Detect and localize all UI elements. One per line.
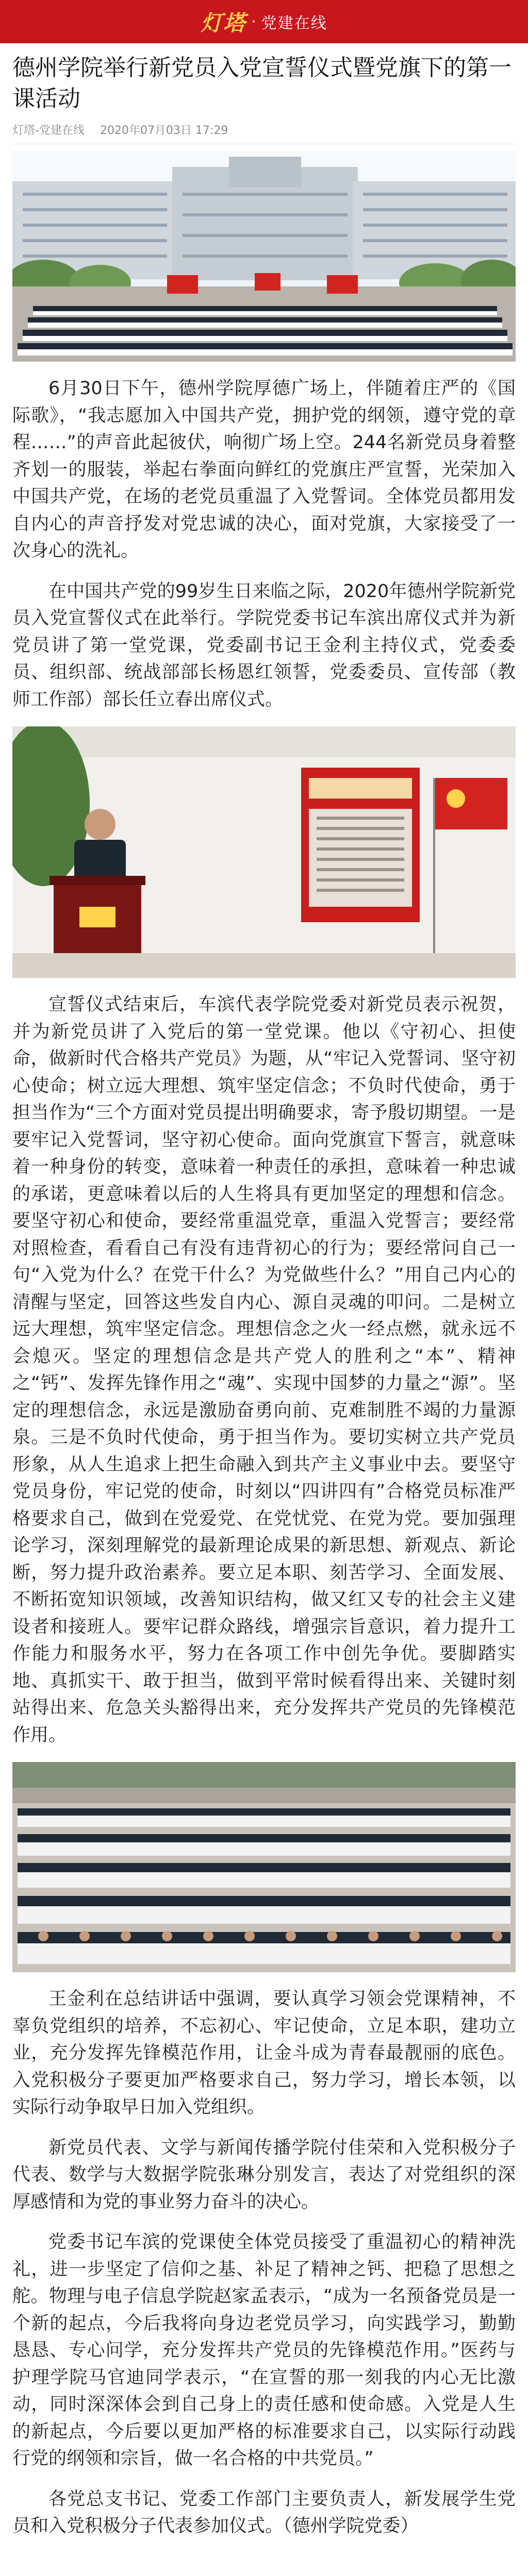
paragraph: 6月30日下午，德州学院厚德广场上，伴随着庄严的《国际歌》，“我志愿加入中国共产党，拥护党的纲领，遵守党的章程……”的声音此起彼伏，响彻广场上空。244名新党员身着整齐划一的服装，举起右拳面向鲜红的党旗庄严宣誓，光荣加入中国共产党，在场的老党员重温了入党誓词。全体党员都用发自内心的声音抒发对党忠诚的决心，面对党旗，大家接受了一次身心的洗礼。 [12,378,516,561]
article-source[interactable]: 灯塔-党建在线 [12,124,85,137]
photo-ceremony-square [12,151,516,362]
flag-ceremony-photo-icon [12,151,516,362]
brand-separator: · [251,12,256,31]
article-body [0,53,528,2540]
paragraph: 在中国共产党的99岁生日来临之际，2020年德州学院新党员入党宣誓仪式在此举行。学院党委书记车滨出席仪式并为新党员讲了第一堂党课，党委副书记王金利主持仪式，党委委员、组织部、统战部部长杨恩红领誓，党委委员、宣传部（教师工作部）部长任立春出席仪式。 [12,581,516,710]
paragraph: 宣誓仪式结束后，车滨代表学院党委对新党员表示祝贺，并为新党员讲了入党后的第一堂党课。他以《守初心、担使命，做新时代合格共产党员》为题，从“牢记入党誓词、坚守初心使命；树立远大理想、筑牢坚定信念；不负时代使命，勇于担当作为“三个方面对党员提出明确要求，寄予殷切期望。一是要牢记入党誓词，坚守初心使命。面向党旗宣下誓言，就意味着一种身份的转变，意味着一种责任的承担，意味着一种忠诚的承诺，更意味着以后的人生将具有更加坚定的理想和信念。要坚守初心和使命，要经常重温党章，重温入党誓言；要经常对照检查，看看自己有没有违背初心的行为；要经常问自己一句“入党为什么？在党干什么？为党做些什么？”用自己内心的清醒与坚定，回答这些发自内心、源自灵魂的叩问。二是树立远大理想，筑牢坚定信念。理想信念之火一经点燃，就永远不会熄灭。坚定的理想信念是共产党人的胜利之“本”、精神之“钙”、发挥先锋作用之“魂”、实现中国梦的力量之“源”。坚定的理想信念，永远是激励奋勇向前、克难制胜不竭的力量源泉。三是不负时代使命，勇于担当作为。要切实树立共产党员形象，从人生追求上把生命融入到共产主义事业中去。要坚守党员身份，牢记党的使命，时刻以“四讲四有”合格党员标准严格要求自己，做到在党爱党、在党忧党、在党为党。要加强理论学习，深刻理解党的最新理论成果的新思想、新观点、新论断，努力提升政治素养。要立足本职、刻苦学习、全面发展、不断拓宽知识领域，改善知识结构，做又红又专的社会主义建设者和接班人。要牢记群众路线，增强宗旨意识，着力提升工作能力和服务水平，努力在各项工作中创先争优。要脚踏实地、真抓实干、敢于担当，做到平常时候看得出来、关键时刻站得出来、危急关头豁得出来，充分发挥共产党员的先锋模范作用。 [12,994,516,1745]
crowd-oath-photo-icon [12,1762,516,1972]
article-title: 德州学院举行新党员入党宣誓仪式暨党旗下的第一课活动 [12,55,512,112]
lecture-photo-icon [12,726,516,978]
brand-channel: 党建在线 [261,14,327,32]
article-meta [12,122,516,138]
top-header [0,0,528,43]
paragraph: 新党员代表、文学与新闻传播学院付佳荣和入党积极分子代表、数学与大数据学院张琳分别发言，表达了对党组织的深厚感情和为党的事业努力奋斗的决心。 [12,2137,516,2212]
paragraph: 王金利在总结讲话中强调，要认真学习领会党课精神，不辜负党组织的培养，不忘初心、牢记使命，立足本职，建功立业，充分发挥先锋模范作用，让金斗成为青春最靓丽的底色。入党积极分子要更加严格要求自己，努力学习，增长本领，以实际行动争取早日加入党组织。 [12,1989,516,2117]
brand[interactable] [201,6,327,37]
paragraph: 党委书记车滨的党课使全体党员接受了重温初心的精神洗礼，进一步坚定了信仰之基、补足了精神之钙、把稳了思想之舵。物理与电子信息学院赵家孟表示，“成为一名预备党员是一个新的起点，今后我将向身边老党员学习，向实践学习，勤勤恳恳、专心问学，充分发挥共产党员的先锋模范作用。”医药与护理学院马官迪同学表示，“在宣誓的那一刻我的内心无比激动，同时深深体会到自己身上的责任感和使命感。入党是人生的新起点，今后要以更加严格的标准要求自己，以实际行动践行党的纲领和宗旨，做一名合格的中共党员。” [12,2232,516,2469]
photo-party-lecture [12,726,516,978]
paragraph: 各党总支书记、党委工作部门主要负责人，新发展学生党员和入党积极分子代表参加仪式。（德州学院党委） [12,2488,516,2536]
article-date: 2020年07月03日 17:29 [100,124,228,137]
brand-logo: 灯塔 [201,10,246,36]
photo-oath-crowd [12,1762,516,1972]
